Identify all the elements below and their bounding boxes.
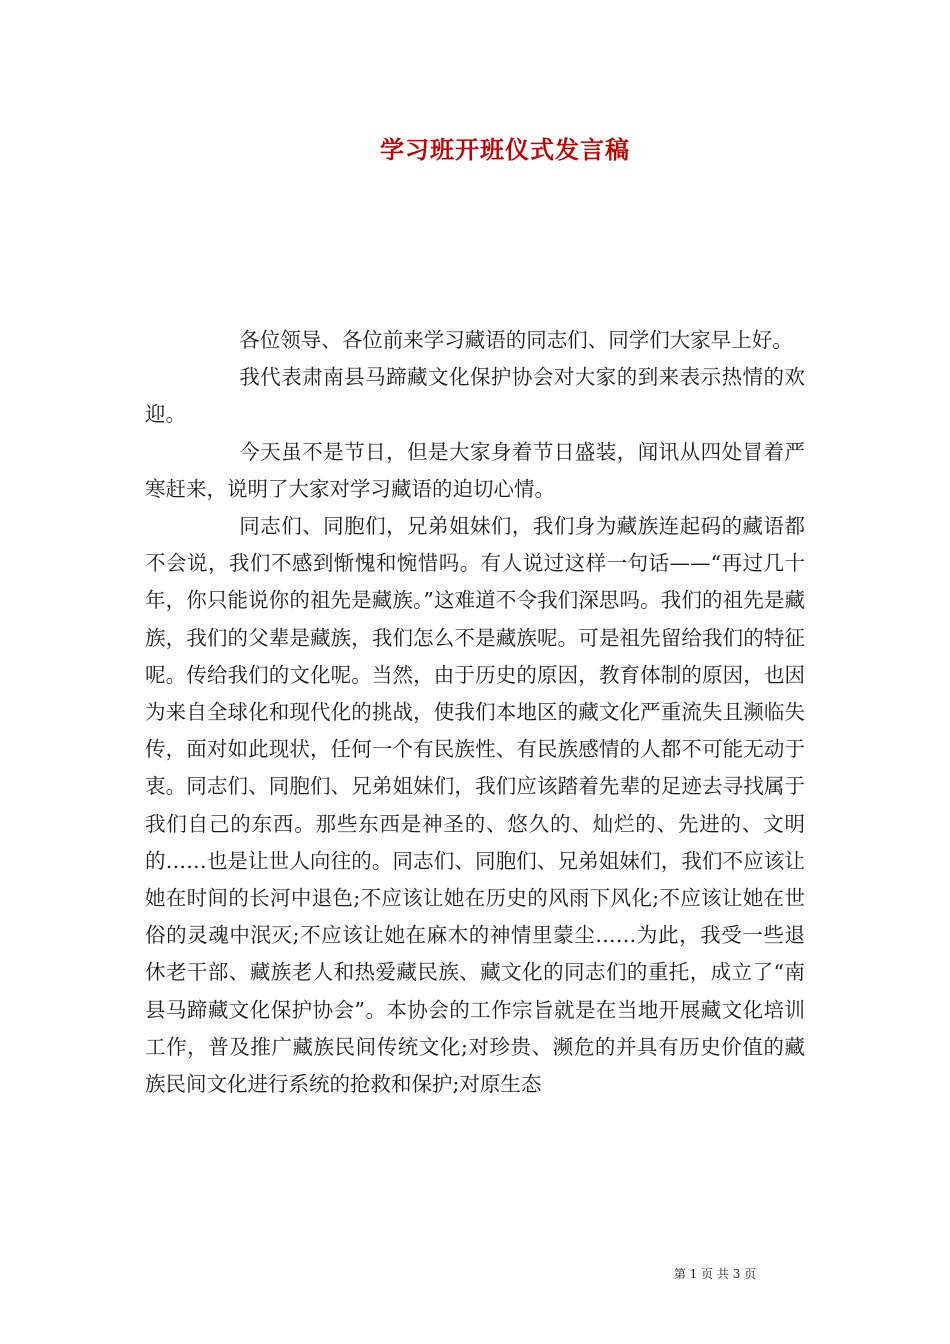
document-title: 学习班开班仪式发言稿 bbox=[380, 135, 630, 164]
paragraph-greeting: 各位领导、各位前来学习藏语的同志们、同学们大家早上好。 bbox=[239, 328, 793, 352]
page-number: 第 1 页 共 3 页 bbox=[673, 1267, 757, 1281]
paragraph-welcome: 我代表肃南县马蹄藏文化保护协会对大家的到来表示热情的欢迎。 bbox=[145, 365, 805, 427]
paragraph-main: 同志们、同胞们，兄弟姐妹们，我们身为藏族连起码的藏语都不会说，我们不感到惭愧和惋惜吗。有人说过这样一句话——“再过几十年，你只能说你的祖先是藏族。”这难道不令我们深思吗。我们的祖先是藏族，我们的父辈是藏族，我们怎么不是藏族呢。可是祖先留给我们的特征呢。传给我们的文化呢。当然，由于历史的原因，教育体制的原因，也因为来自全球化和现代化的挑战，使我们本地区的藏文化严重流失且濒临失传，面对如此现状，任何一个有民族性、有民族感情的人都不可能无动于衷。同志们、同胞们、兄弟姐妹们，我们应该踏着先辈的足迹去寻找属于我们自己的东西。那些东西是神圣的、悠久的、灿烂的、先进的、文明的……也是让世人向往的。同志们、同胞们、兄弟姐妹们，我们不应该让她在时间的长河中退色;不应该让她在历史的风雨下风化;不应该让她在世俗的灵魂中泯灭;不应该让她在麻木的神情里蒙尘……为此，我受一些退休老干部、藏族老人和热爱藏民族、藏文化的同志们的重托，成立了“南县马蹄藏文化保护协会”。本协会的工作宗旨就是在当地开展藏文化培训工作，普及推广藏族民间传统文化;对珍贵、濒危的并具有历史价值的藏族民间文化进行系统的抢救和保护;对原生态 bbox=[145, 514, 805, 1097]
document-body bbox=[145, 322, 805, 1103]
paragraph-today: 今天虽不是节日，但是大家身着节日盛装，闻讯从四处冒着严寒赶来，说明了大家对学习藏语的迫切心情。 bbox=[145, 439, 805, 501]
